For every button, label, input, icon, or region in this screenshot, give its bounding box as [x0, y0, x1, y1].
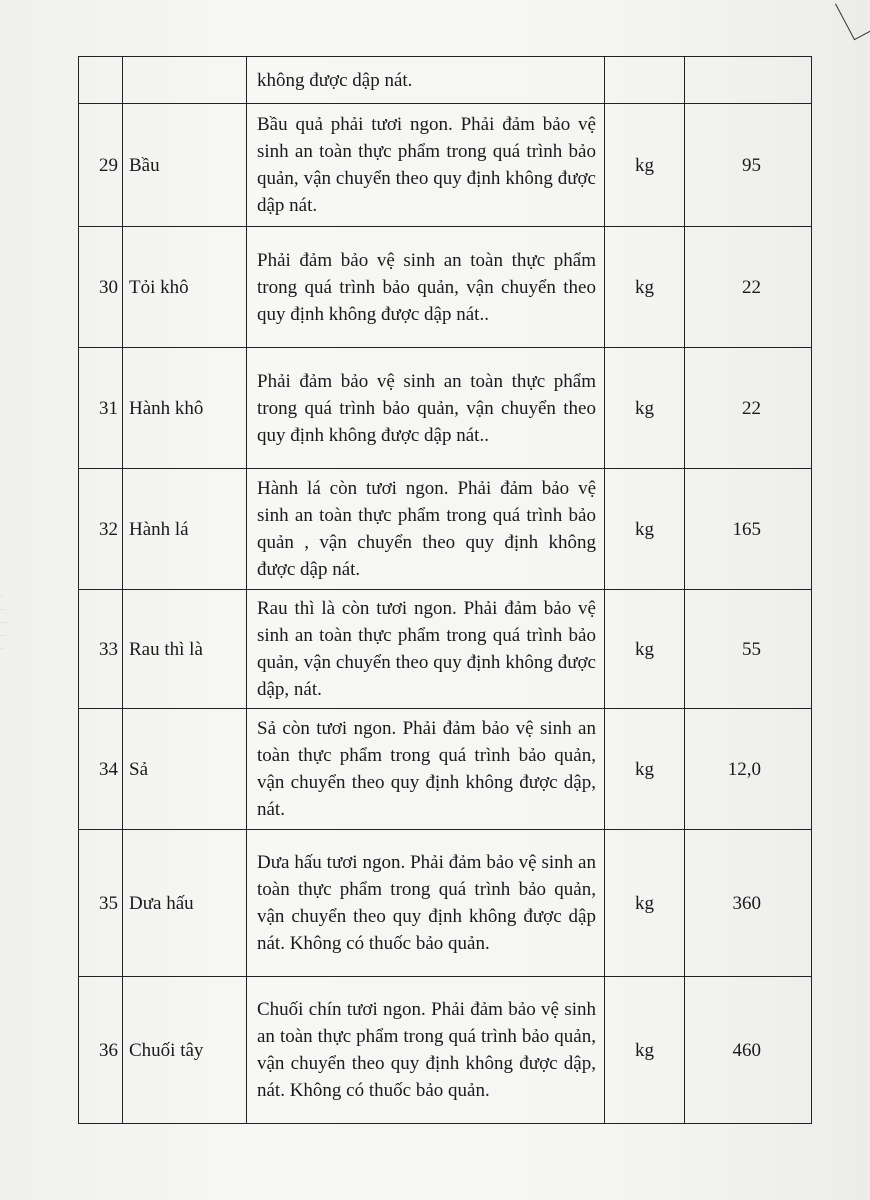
table-row [79, 348, 812, 469]
item-name: Hành khô [123, 348, 247, 469]
item-name: Rau thì là [123, 590, 247, 709]
item-quantity [685, 57, 812, 104]
table-row [79, 830, 812, 977]
item-unit: kg [605, 469, 685, 590]
table-row [79, 590, 812, 709]
item-quantity: 12,0 [685, 709, 812, 830]
table-row [79, 709, 812, 830]
row-number: 33 [79, 590, 123, 709]
row-number: 29 [79, 104, 123, 227]
item-quantity: 22 [685, 348, 812, 469]
row-number: 30 [79, 227, 123, 348]
item-unit: kg [605, 977, 685, 1124]
item-quantity: 460 [685, 977, 812, 1124]
item-name: Tỏi khô [123, 227, 247, 348]
item-quantity: 22 [685, 227, 812, 348]
item-quantity: 165 [685, 469, 812, 590]
item-requirement: Bầu quả phải tươi ngon. Phải đảm bảo vệ sinh an toàn thực phẩm trong quá trình bảo quản, vận chuyển theo quy định không được dập nát. [247, 104, 605, 227]
table-row [79, 977, 812, 1124]
item-requirement: không được dập nát. [247, 57, 605, 104]
item-unit: kg [605, 104, 685, 227]
item-quantity: 360 [685, 830, 812, 977]
item-unit: kg [605, 830, 685, 977]
item-quantity: 95 [685, 104, 812, 227]
product-spec-table [78, 56, 812, 1124]
item-requirement: Sả còn tươi ngon. Phải đảm bảo vệ sinh an toàn thực phẩm trong quá trình bảo quản, vận chuyển theo quy định không được dập, nát. [247, 709, 605, 830]
item-name: Sả [123, 709, 247, 830]
item-unit: kg [605, 590, 685, 709]
item-name [123, 57, 247, 104]
row-number: 35 [79, 830, 123, 977]
item-name: Hành lá [123, 469, 247, 590]
item-requirement: Chuối chín tươi ngon. Phải đảm bảo vệ sinh an toàn thực phẩm trong quá trình bảo quản, vận chuyển theo quy định không được dập, nát. Không có thuốc bảo quản. [247, 977, 605, 1124]
item-name: Dưa hấu [123, 830, 247, 977]
item-requirement: Phải đảm bảo vệ sinh an toàn thực phẩm trong quá trình bảo quản, vận chuyển theo quy định không được dập nát.. [247, 348, 605, 469]
item-unit: kg [605, 348, 685, 469]
item-unit: kg [605, 227, 685, 348]
item-unit: kg [605, 709, 685, 830]
item-unit [605, 57, 685, 104]
row-number: 31 [79, 348, 123, 469]
table-row [79, 227, 812, 348]
row-number [79, 57, 123, 104]
table-row [79, 469, 812, 590]
table-row [79, 57, 812, 104]
item-requirement: Phải đảm bảo vệ sinh an toàn thực phẩm trong quá trình bảo quản, vận chuyển theo quy định không được dập nát.. [247, 227, 605, 348]
stamp-bleed-through: · ·· ··· ·· · [0, 591, 9, 653]
item-requirement: Dưa hấu tươi ngon. Phải đảm bảo vệ sinh an toàn thực phẩm trong quá trình bảo quản, vận chuyển theo quy định không được dập nát. Không có thuốc bảo quản. [247, 830, 605, 977]
table-row [79, 104, 812, 227]
item-requirement: Hành lá còn tươi ngon. Phải đảm bảo vệ sinh an toàn thực phẩm trong quá trình bảo quản , vận chuyển theo quy định không được dập nát. [247, 469, 605, 590]
item-quantity: 55 [685, 590, 812, 709]
corner-fold-mark [835, 0, 870, 40]
item-name: Bầu [123, 104, 247, 227]
item-name: Chuối tây [123, 977, 247, 1124]
row-number: 32 [79, 469, 123, 590]
item-requirement: Rau thì là còn tươi ngon. Phải đảm bảo vệ sinh an toàn thực phẩm trong quá trình bảo quản, vận chuyển theo quy định không được dập, nát. [247, 590, 605, 709]
row-number: 36 [79, 977, 123, 1124]
row-number: 34 [79, 709, 123, 830]
